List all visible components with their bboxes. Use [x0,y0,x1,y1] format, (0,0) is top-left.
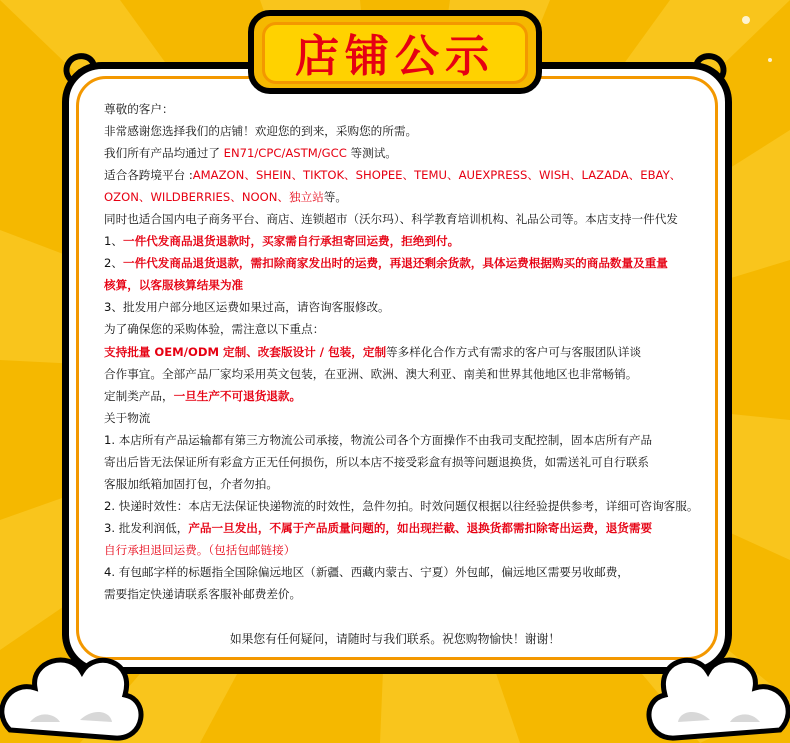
footer-message: 如果您有任何疑问，请随时与我们联系。祝您购物愉快！谢谢！ [229,632,561,646]
notice-text-segment: 我们所有产品均通过了 [104,146,224,161]
notice-text-segment: 关于物流 [104,410,151,425]
notice-line [104,120,704,142]
notice-text-segment: 一件代发商品退货退款，需扣除商家发出时的运费，再退还剩余货款，具体运费根据购买的商品数量及重量 [122,256,668,271]
notice-text-segment: 4. 有包邮字样的标题指全国除偏远地区（新疆、西藏内蒙古、宁夏）外包邮，偏远地区需要另收邮费， [104,564,629,579]
notice-text-segment: 1、 [104,234,123,249]
notice-line [104,296,704,318]
notice-text-segment: 自行承担退回运费。（包括包邮链接） [104,542,296,557]
notice-text-segment: 2、 [104,256,123,271]
notice-line [104,385,704,407]
notice-line [104,429,704,451]
notice-text-segment: 支持批量 OEM/ODM 定制、改套版设计 / 包装，定制 [104,344,387,359]
notice-body [104,98,704,605]
notice-line [104,98,704,120]
cloud-left [0,610,150,743]
notice-line [104,363,704,385]
notice-text-segment: AMAZON、SHEIN、TIKTOK、SHOPEE、TEMU、AUEXPRESS、WISH、LAZADA、EBAY、 [192,168,682,183]
cloud-right [640,610,790,743]
notice-line [104,473,704,495]
notice-text-segment: 寄出后皆无法保证所有彩盒方正无任何损伤，所以本店不接受彩盒有损等问题退换货，如需送礼可自行联系 [104,454,649,469]
notice-text-segment: 定制类产品， [104,388,174,403]
notice-text-segment: 2. 快递时效性：本店无法保证快递物流的时效性，急件勿拍。时效问题仅根据以往经验提供参考，详细可咨询客服。 [104,498,699,513]
page-title: 店铺公示 [295,31,495,82]
notice-line [104,164,704,186]
notice-text-segment: 等多样化合作方式有需求的客户可与客服团队详谈 [386,344,642,359]
notice-text-segment: 客服加纸箱加固打包，介者勿拍。 [104,476,278,491]
notice-text-segment: 3. 批发利润低， [104,520,189,535]
notice-text-segment: 一旦生产不可退货退款。 [173,388,302,403]
notice-text-segment: 非常感谢您选择我们的店铺！欢迎您的到来，采购您的所需。 [104,124,418,139]
notice-text-segment: 3、批发用户部分地区运费如果过高，请咨询客服修改。 [104,300,390,315]
notice-text-segment: 等测试。 [346,146,397,161]
notice-line [104,208,704,230]
notice-line [104,561,704,583]
notice-text-segment: 等。 [323,190,347,205]
notice-line [104,451,704,473]
notice-line [104,407,704,429]
notice-text-segment: 产品一旦发出，不属于产品质量问题的，如出现拦截、退换货都需扣除寄出运费，退货需要 [188,520,653,535]
notice-text-segment: 需要指定快递请联系客服补邮费差价。 [104,587,302,602]
notice-text-segment: 核算，以客服核算结果为准 [104,278,244,293]
notice-line [104,583,704,605]
notice-line [104,142,704,164]
notice-text-segment: 适合各跨境平台 : [104,168,193,183]
notice-text-segment: 尊敬的客户： [104,102,174,116]
notice-text-segment: 同时也适合国内电子商务平台、商店、连锁超市（沃尔玛）、科学教育培训机构、礼品公司等。本店支持一件代发 [104,212,678,227]
notice-line [104,186,704,208]
notice-text-segment: OZON、WILDBERRIES、NOON、独立站 [104,190,324,205]
notice-text-segment: 1. 本店所有产品运输都有第三方物流公司承接，物流公司各个方面操作不由我司支配控制，固本店所有产品 [104,432,653,447]
notice-line [104,230,704,252]
notice-line [104,318,704,340]
notice-text-segment: EN71/CPC/ASTM/GCC [223,146,347,161]
notice-line [104,252,704,274]
notice-line [104,341,704,363]
notice-line [104,539,704,561]
notice-text-segment: 一件代发商品退货退款时，买家需自行承担寄回运费，拒绝到付。 [122,234,460,249]
notice-text-segment: 为了确保您的采购体验，需注意以下重点： [104,322,325,337]
notice-line [104,517,704,539]
notice-text-segment: 合作事宜。全部产品厂家均采用英文包装，在亚洲、欧洲、澳大利亚、南美和世界其他地区也非常畅销。 [104,366,638,381]
notice-line [104,274,704,296]
notice-line [104,495,704,517]
